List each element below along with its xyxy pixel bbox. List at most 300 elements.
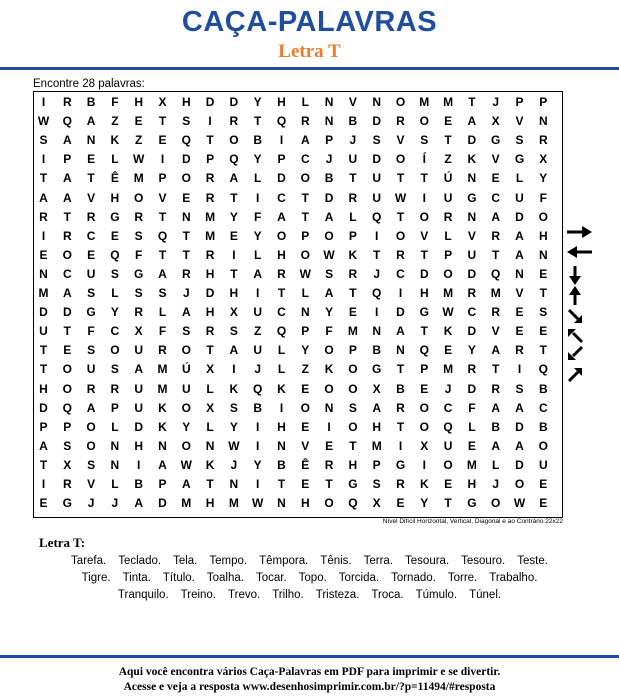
grid-cell: M (157, 362, 168, 377)
grid-cell: A (253, 266, 263, 281)
grid-cell: K (348, 247, 358, 262)
grid-cell: E (229, 228, 238, 243)
grid-cell: B (253, 400, 263, 415)
grid-cell: X (229, 305, 238, 320)
grid-cell: O (538, 209, 548, 224)
grid-cell: E (39, 247, 48, 262)
grid-cell: N (300, 305, 310, 320)
grid-cell: C (277, 305, 286, 320)
grid-cell: I (422, 457, 426, 472)
arrow-up-right-icon (569, 368, 582, 381)
word-item: Tocar. (255, 572, 287, 584)
grid-cell: W (180, 457, 192, 472)
grid-cell: U (39, 324, 48, 339)
grid-cell: T (87, 171, 95, 186)
word-item: Título. (162, 572, 195, 584)
grid-cell: M (38, 286, 49, 300)
grid-cell: T (539, 343, 547, 358)
arrow-left-icon (567, 246, 592, 258)
grid-cell: D (372, 152, 382, 167)
grid-cell: N (324, 114, 334, 129)
grid-cell: X (420, 438, 429, 453)
grid-cell: Y (253, 228, 262, 243)
grid-cell: R (491, 305, 501, 320)
grid-cell: R (348, 266, 358, 281)
grid-cell: R (86, 381, 96, 396)
grid-cell: A (62, 190, 72, 205)
grid-cell: I (279, 400, 284, 415)
grid-cell: N (110, 438, 120, 453)
grid-cell: Q (348, 496, 358, 511)
grid-cell: N (229, 477, 239, 491)
grid-cell: T (420, 324, 428, 339)
grid-cell: X (158, 95, 167, 109)
grid-cell: F (158, 324, 167, 339)
grid-cell: B (372, 343, 382, 358)
grid-cell: H (205, 305, 215, 320)
grid-cell: K (110, 133, 120, 148)
grid-cell: O (300, 247, 310, 262)
grid-cell: K (158, 400, 167, 415)
grid-cell: A (86, 114, 96, 129)
grid-cell: B (348, 114, 358, 129)
grid-cell: W (442, 305, 454, 320)
grid-cell: L (444, 228, 452, 243)
grid-cell: F (254, 209, 262, 224)
grid-cell: L (515, 171, 524, 186)
grid-cell: Y (253, 152, 262, 167)
grid-cell: A (491, 400, 501, 415)
grid-cell: K (277, 381, 286, 396)
word-item: Túnel. (469, 589, 502, 601)
grid-cell: S (39, 133, 48, 148)
grid-cell: P (110, 400, 119, 415)
grid-cell: E (539, 496, 548, 511)
grid-cell: J (87, 496, 95, 511)
grid-cell: J (111, 496, 119, 511)
grid-cell: G (372, 362, 382, 377)
grid-cell: L (254, 171, 262, 186)
grid-cell: A (491, 438, 501, 453)
grid-cell: R (324, 457, 334, 472)
grid-cell: P (420, 362, 429, 377)
grid-cell: T (373, 247, 381, 262)
grid-cell: P (348, 228, 357, 243)
word-item: Treino. (180, 589, 217, 601)
instruction-text: Encontre 28 palavras: (33, 78, 145, 90)
grid-cell: Y (229, 419, 238, 434)
grid-cell: R (491, 381, 501, 396)
grid-cell: T (39, 343, 48, 358)
grid-cell: S (87, 343, 96, 358)
page-title: CAÇA-PALAVRAS (181, 6, 438, 38)
word-line-1 (0, 555, 619, 567)
grid-cell: M (228, 496, 239, 511)
grid-cell: E (396, 496, 405, 511)
grid-cell: H (134, 95, 144, 109)
footer-line-2: Acesse e veja a resposta www.desenhosimprimir.com.br/?p=11494/#resposta (123, 681, 496, 693)
grid-cell: H (39, 381, 48, 396)
grid-cell: Q (229, 152, 239, 167)
grid-cell: W (37, 114, 50, 129)
grid-cell: S (348, 400, 357, 415)
grid-cell: W (299, 266, 311, 281)
grid-cell: O (181, 400, 191, 415)
grid-cell: M (490, 286, 501, 300)
grid-cell: D (229, 95, 239, 109)
grid-cell: T (230, 190, 238, 205)
grid-cell: O (62, 381, 72, 396)
grid-cell: R (134, 305, 144, 320)
grid-cell: D (515, 457, 524, 472)
word-item: Tigre. (81, 572, 111, 584)
grid-cell: M (157, 381, 168, 396)
grid-cell: W (513, 496, 526, 511)
grid-cell: E (301, 419, 310, 434)
level-note: Nível Difícil Horizontal, Vertical, Diagonal e ao Contrário 22x22 (382, 518, 563, 525)
grid-cell: I (398, 286, 403, 300)
grid-cell: O (62, 362, 72, 377)
grid-cell: C (538, 400, 548, 415)
grid-cell: R (443, 209, 453, 224)
grid-cell: Q (157, 228, 168, 243)
arrow-up-icon (569, 286, 581, 305)
grid-cell: O (110, 343, 120, 358)
grid-cell: S (372, 133, 381, 148)
grid-cell: O (86, 419, 96, 434)
grid-cell: R (538, 133, 548, 148)
grid-cell: J (349, 133, 357, 148)
grid-cell: T (325, 477, 333, 491)
word-item: Tranquilo. (117, 589, 169, 601)
grid-cell: H (229, 286, 239, 300)
grid-cell: T (206, 343, 214, 358)
grid-cell: J (492, 477, 500, 491)
grid-cell: S (229, 400, 238, 415)
grid-cell: O (395, 95, 406, 109)
grid-cell: V (515, 286, 524, 300)
grid-cell: A (86, 400, 96, 415)
grid-cell: H (419, 286, 429, 300)
grid-cell: N (538, 114, 548, 129)
grid-cell: M (133, 171, 144, 186)
grid-cell: D (158, 496, 167, 511)
grid-cell: E (182, 190, 191, 205)
grid-cell: E (63, 343, 72, 358)
grid-cell: U (86, 362, 96, 377)
arrow-up-left-icon (568, 329, 582, 342)
grid-cell: I (256, 190, 260, 205)
grid-cell: K (467, 152, 477, 167)
grid-cell: F (87, 324, 95, 339)
grid-cell: U (253, 305, 263, 320)
word-item: Tesouro. (461, 555, 506, 567)
grid-cell: Z (111, 114, 119, 129)
grid-cell: W (252, 496, 264, 511)
grid-cell: O (395, 228, 406, 243)
grid-cell: X (491, 114, 500, 129)
grid-cell: A (491, 209, 501, 224)
word-item: Trevo. (228, 589, 261, 601)
grid-cell: B (491, 419, 501, 434)
grid-cell: L (349, 209, 357, 224)
grid-cell: Q (62, 114, 72, 129)
word-item: Terra. (363, 555, 394, 567)
grid-cell: J (325, 152, 333, 167)
grid-cell: I (137, 457, 141, 472)
grid-cell: J (254, 362, 262, 377)
grid-cell: E (491, 171, 500, 186)
grid-cell: Z (254, 324, 262, 339)
grid-cell: G (395, 457, 406, 472)
grid-cell: Ú (181, 362, 191, 377)
grid-cell: T (492, 362, 500, 377)
grid-cell: A (39, 438, 48, 453)
grid-cell: S (87, 457, 96, 472)
grid-cell: C (300, 152, 310, 167)
grid-cell: C (86, 228, 96, 243)
grid-cell: O (324, 343, 334, 358)
grid-cell: O (419, 419, 429, 434)
grid-cell: R (396, 114, 405, 129)
word-item: Tarefa. (71, 555, 107, 567)
grid-cell: X (372, 496, 381, 511)
grid-cell: A (277, 209, 286, 224)
grid-cell: L (111, 286, 119, 300)
grid-cell: P (539, 95, 548, 109)
grid-cell: O (443, 457, 453, 472)
grid-cell: H (277, 247, 286, 262)
arrow-down-icon (569, 266, 581, 285)
grid-cell: T (444, 496, 452, 511)
grid-cell: V (301, 438, 310, 453)
grid-cell: E (301, 477, 310, 491)
grid-cell: D (515, 209, 524, 224)
word-item: Torcida. (338, 572, 380, 584)
grid-cell: R (515, 343, 524, 358)
word-item: Teste. (517, 555, 548, 567)
grid-cell: B (324, 171, 334, 186)
grid-cell: S (539, 305, 548, 320)
grid-cell: U (134, 400, 144, 415)
grid-cell: G (419, 305, 429, 320)
grid-cell: I (256, 477, 260, 491)
grid-cell: I (375, 305, 379, 320)
grid-cell: D (467, 133, 477, 148)
grid-cell: L (254, 247, 262, 262)
grid-cell: M (205, 209, 216, 224)
grid-cell: J (373, 266, 381, 281)
grid-cell: R (396, 247, 405, 262)
grid-cell: H (277, 95, 286, 109)
grid-cell: O (324, 381, 334, 396)
grid-cell: N (372, 324, 382, 339)
grid-cell: W (394, 190, 407, 205)
grid-cell: R (396, 477, 405, 491)
grid-cell: X (134, 324, 143, 339)
grid-cell: S (515, 133, 524, 148)
grid-cell: V (87, 477, 96, 491)
grid-cell: S (87, 286, 96, 300)
word-item: Trilho. (272, 589, 304, 601)
word-item: Tempo. (209, 555, 248, 567)
grid-cell: N (110, 457, 120, 472)
grid-cell: I (517, 362, 522, 377)
grid-cell: T (277, 286, 286, 300)
grid-cell: O (86, 438, 96, 453)
grid-cell: G (467, 496, 477, 511)
grid-cell: U (348, 152, 358, 167)
grid-cell: R (158, 343, 167, 358)
grid-cell: N (158, 438, 167, 453)
grid-cell: A (62, 171, 72, 186)
top-divider (0, 67, 619, 70)
grid-cell: E (467, 438, 476, 453)
grid-cell: K (205, 457, 215, 472)
grid-cell: Y (301, 343, 310, 358)
grid-cell: Z (301, 362, 309, 377)
direction-legend (565, 226, 595, 386)
grid-cell: R (205, 247, 215, 262)
arrow-down-right-icon (569, 310, 582, 323)
grid-cell: P (277, 152, 286, 167)
grid-cell: K (229, 381, 239, 396)
grid-cell: X (206, 362, 215, 377)
grid-cell: R (396, 400, 405, 415)
grid-cell: N (396, 343, 405, 358)
grid-cell: I (41, 477, 46, 491)
grid-cell: T (254, 114, 262, 129)
grid-cell: M (443, 95, 454, 109)
page-subtitle: Letra T (278, 41, 341, 62)
grid-cell: R (205, 190, 215, 205)
grid-cell: R (62, 95, 72, 109)
grid-cell: D (372, 114, 382, 129)
grid-cell: X (63, 457, 72, 472)
grid-cell: A (134, 362, 144, 377)
grid-cell: Y (467, 343, 476, 358)
grid-cell: P (63, 152, 72, 167)
word-item: Tesoura. (405, 555, 450, 567)
grid-cell: Ú (443, 171, 453, 186)
grid-cell: O (300, 400, 310, 415)
grid-cell: I (208, 114, 212, 129)
grid-cell: A (372, 400, 382, 415)
grid-cell: B (277, 457, 286, 472)
grid-cell: I (256, 286, 260, 300)
grid-cell: F (468, 400, 476, 415)
grid-cell: E (348, 305, 357, 320)
grid-cell: W (323, 247, 335, 262)
grid-cell: L (206, 381, 214, 396)
grid-cell: T (158, 114, 167, 129)
grid-cell: C (62, 266, 72, 281)
grid-cell: A (181, 477, 191, 491)
grid-cell: P (372, 457, 381, 472)
grid-cell: O (324, 228, 334, 243)
grid-cell: Q (372, 286, 382, 300)
grid-cell: F (111, 95, 119, 109)
grid-cell: U (134, 343, 144, 358)
grid-cell: O (276, 228, 287, 243)
grid-cell: A (158, 266, 167, 281)
word-item: Troca. (371, 589, 404, 601)
word-item: Tinta. (122, 572, 151, 584)
footer-line-1: Aqui você encontra vários Caça-Palavras em PDF para imprimir e se divertir. (118, 666, 501, 678)
grid-cell: T (301, 190, 309, 205)
arrow-right-icon (567, 226, 592, 238)
grid-cell: T (158, 247, 167, 262)
grid-cell: H (538, 228, 548, 243)
grid-cell: E (444, 114, 453, 129)
grid-cell: E (325, 438, 334, 453)
grid-cell: A (324, 286, 334, 300)
grid-cell: Q (443, 419, 453, 434)
grid-cell: Q (276, 114, 287, 129)
grid-cell: V (87, 190, 96, 205)
grid-cell: J (230, 457, 238, 472)
grid-cell: H (181, 95, 191, 109)
grid-cell: R (39, 209, 48, 224)
grid-cell: I (41, 228, 46, 243)
grid-cell: D (467, 381, 477, 396)
grid-cell: U (443, 438, 453, 453)
grid-cell: I (256, 419, 260, 434)
grid-cell: D (467, 324, 477, 339)
word-item: Trabalho. (489, 572, 538, 584)
grid-cell: L (111, 477, 119, 491)
grid-cell: I (327, 419, 331, 434)
grid-cell: I (256, 438, 260, 453)
grid-cell: L (111, 152, 119, 167)
grid-cell: M (347, 324, 358, 339)
grid-cell: V (420, 228, 429, 243)
grid-cell: Z (444, 152, 452, 167)
grid-cell: A (158, 457, 167, 472)
grid-cell: E (539, 477, 548, 491)
grid-cell: A (134, 496, 144, 511)
grid-cell: T (158, 209, 167, 224)
word-item: Tornado. (391, 572, 436, 584)
grid-cell: Í (422, 152, 426, 167)
grid-cell: A (467, 114, 477, 129)
grid-cell: A (229, 343, 239, 358)
grid-cell: Ê (301, 457, 310, 472)
grid-cell: E (515, 324, 524, 339)
grid-cell: V (491, 324, 500, 339)
grid-cell: H (348, 457, 358, 472)
arrow-down-left-icon (568, 347, 582, 360)
grid-cell: A (515, 228, 524, 243)
grid-cell: E (539, 324, 548, 339)
grid-cell: B (538, 381, 548, 396)
grid-cell: R (467, 362, 477, 377)
word-item: Tristeza. (315, 589, 360, 601)
grid-cell: A (300, 133, 310, 148)
grid-cell: U (467, 247, 477, 262)
grid-cell: F (135, 247, 143, 262)
grid-cell: O (181, 438, 191, 453)
grid-cell: V (491, 152, 500, 167)
grid-cell: D (205, 95, 215, 109)
grid-cell: A (396, 324, 405, 339)
grid-cell: N (205, 438, 215, 453)
grid-cell: K (158, 419, 167, 434)
grid-cell: U (181, 381, 191, 396)
words-label: Letra T: (39, 535, 86, 550)
grid-cell: M (466, 457, 477, 472)
grid-cell: G (348, 477, 358, 491)
